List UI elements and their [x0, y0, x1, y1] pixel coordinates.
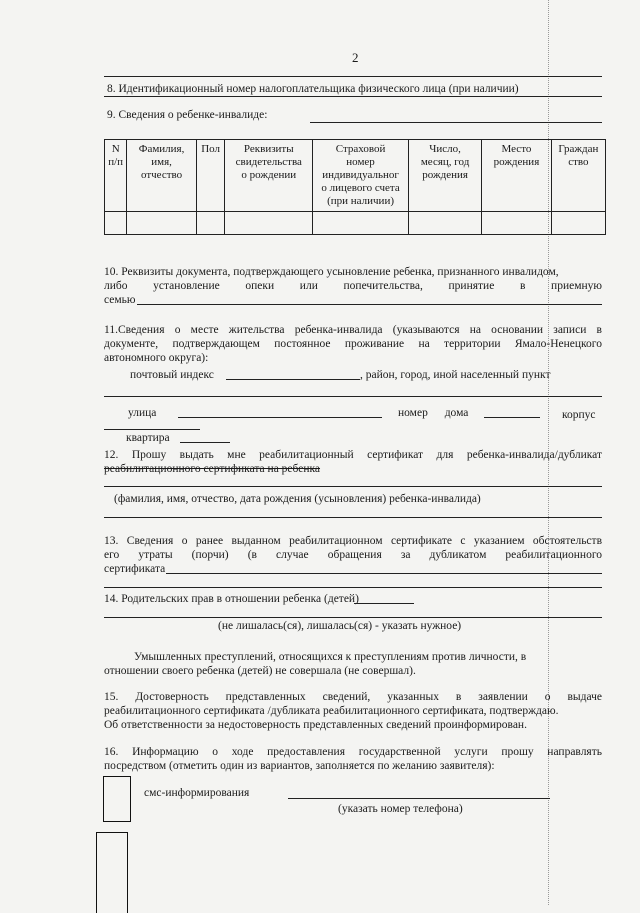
- table-cell[interactable]: [551, 212, 605, 235]
- apartment-field[interactable]: [180, 442, 230, 443]
- item13-field-2[interactable]: [104, 587, 602, 588]
- phone-field[interactable]: [288, 798, 550, 799]
- table-header-cell: Граждан ство: [551, 140, 605, 212]
- item10-line2: либо установление опеки или попечительства, принятие в приемную: [104, 280, 602, 292]
- table-cell[interactable]: [482, 212, 552, 235]
- page-number: 2: [352, 50, 359, 65]
- korpus-label: корпус: [562, 409, 596, 421]
- sms-checkbox[interactable]: [103, 776, 131, 822]
- item12-line1: 12. Прошу выдать мне реабилитационный сертификат для ребенка-инвалида/дубликат: [104, 449, 602, 461]
- item16-line2: посредством (отметить один из вариантов, заполняется по желанию заявителя):: [104, 760, 495, 772]
- item11-line2: документе, подтверждающем постоянное проживание на территории Ямало-Ненецкого: [104, 338, 602, 350]
- table-cell[interactable]: [196, 212, 225, 235]
- item11-line1: 11.Сведения о месте жительства ребенка-инвалида (указываются на основании записи в: [104, 324, 602, 336]
- item15-line3: Об ответственности за недостоверность представленных сведений проинформирован.: [104, 719, 527, 731]
- item10-field[interactable]: [137, 304, 602, 305]
- table-header-cell: Число, месяц, год рождения: [408, 140, 481, 212]
- item12-field[interactable]: [104, 486, 602, 487]
- item15-line1: 15. Достоверность представленных сведений, указанных в заявлении о выдаче: [104, 691, 602, 703]
- item12-field-2[interactable]: [104, 517, 602, 518]
- item9-label: 9. Сведения о ребенке-инвалиде:: [107, 109, 268, 121]
- item8-field[interactable]: [104, 96, 602, 97]
- table-header-cell: N п/п: [105, 140, 127, 212]
- house-field[interactable]: [484, 417, 540, 418]
- postal-index-field[interactable]: [226, 379, 360, 380]
- item14-caption: (не лишалась(ся), лишалась(ся) - указать нужное): [218, 620, 462, 632]
- table-cell[interactable]: [313, 212, 409, 235]
- table-cell[interactable]: [408, 212, 481, 235]
- table-cell[interactable]: [105, 212, 127, 235]
- item10-line3: семью: [104, 294, 136, 306]
- table-header-cell: Страховой номер индивидуальног о лицевого счета (при наличии): [313, 140, 409, 212]
- item15-line2: реабилитационного сертификата /дубликата реабилитационного сертификата, подтверждаю.: [104, 705, 559, 717]
- district-label: , район, город, иной населенный пункт: [360, 369, 551, 381]
- table-cell[interactable]: [127, 212, 197, 235]
- crimes-line1: Умышленных преступлений, относящихся к преступлениям против личности, в: [134, 651, 527, 663]
- other-option-checkbox[interactable]: [96, 832, 128, 913]
- table-cell[interactable]: [225, 212, 313, 235]
- street-label: улица: [128, 407, 157, 419]
- item12-caption: (фамилия, имя, отчество, дата рождения (усыновления) ребенка-инвалида): [114, 493, 481, 505]
- crimes-line2: отношении своего ребенка (детей) не совершала (не совершал).: [104, 665, 416, 677]
- item11-line3: автономного округа):: [104, 352, 209, 364]
- item13-line3: сертификата: [104, 563, 166, 575]
- item16-line1: 16. Информацию о ходе предоставления государственной услуги прошу направлять: [104, 746, 602, 758]
- table-header-cell: Реквизиты свидетельства о рождении: [225, 140, 313, 212]
- item10-line1: 10. Реквизиты документа, подтверждающего усыновление ребенка, признанного инвалидом,: [104, 266, 559, 278]
- phone-caption: (указать номер телефона): [338, 803, 463, 815]
- item13-line1: 13. Сведения о ранее выданном реабилитационном сертификате с указанием обстоятельств: [104, 535, 602, 547]
- korpus-field[interactable]: [104, 429, 200, 430]
- item8-top-line: [104, 76, 602, 77]
- item14-field-2[interactable]: [104, 617, 602, 618]
- item12-line2: реабилитационного сертификата на ребенка: [104, 463, 321, 475]
- child-info-table: [104, 139, 606, 235]
- apartment-label: квартира: [126, 432, 170, 444]
- table-header-cell: Фамилия, имя, отчество: [127, 140, 197, 212]
- item14-field[interactable]: [354, 603, 414, 604]
- postal-index-label: почтовый индекс: [130, 369, 214, 381]
- item14-line1: 14. Родительских прав в отношении ребенка (детей): [104, 593, 359, 605]
- table-header-row: [105, 140, 606, 212]
- item13-field[interactable]: [166, 573, 602, 574]
- table-row: [105, 212, 606, 235]
- table-header-cell: Пол: [196, 140, 225, 212]
- item13-line2: его утраты (порчи) (в случае обращения за дубликатом реабилитационного: [104, 549, 602, 561]
- table-header-cell: Место рождения: [482, 140, 552, 212]
- item8-label: 8. Идентификационный номер налогоплательщика физического лица (при наличии): [107, 83, 519, 95]
- item9-field[interactable]: [310, 122, 602, 123]
- house-label: номер дома: [398, 407, 469, 419]
- street-field[interactable]: [178, 417, 382, 418]
- locality-field[interactable]: [104, 396, 602, 397]
- sms-label: смс-информирования: [144, 787, 250, 799]
